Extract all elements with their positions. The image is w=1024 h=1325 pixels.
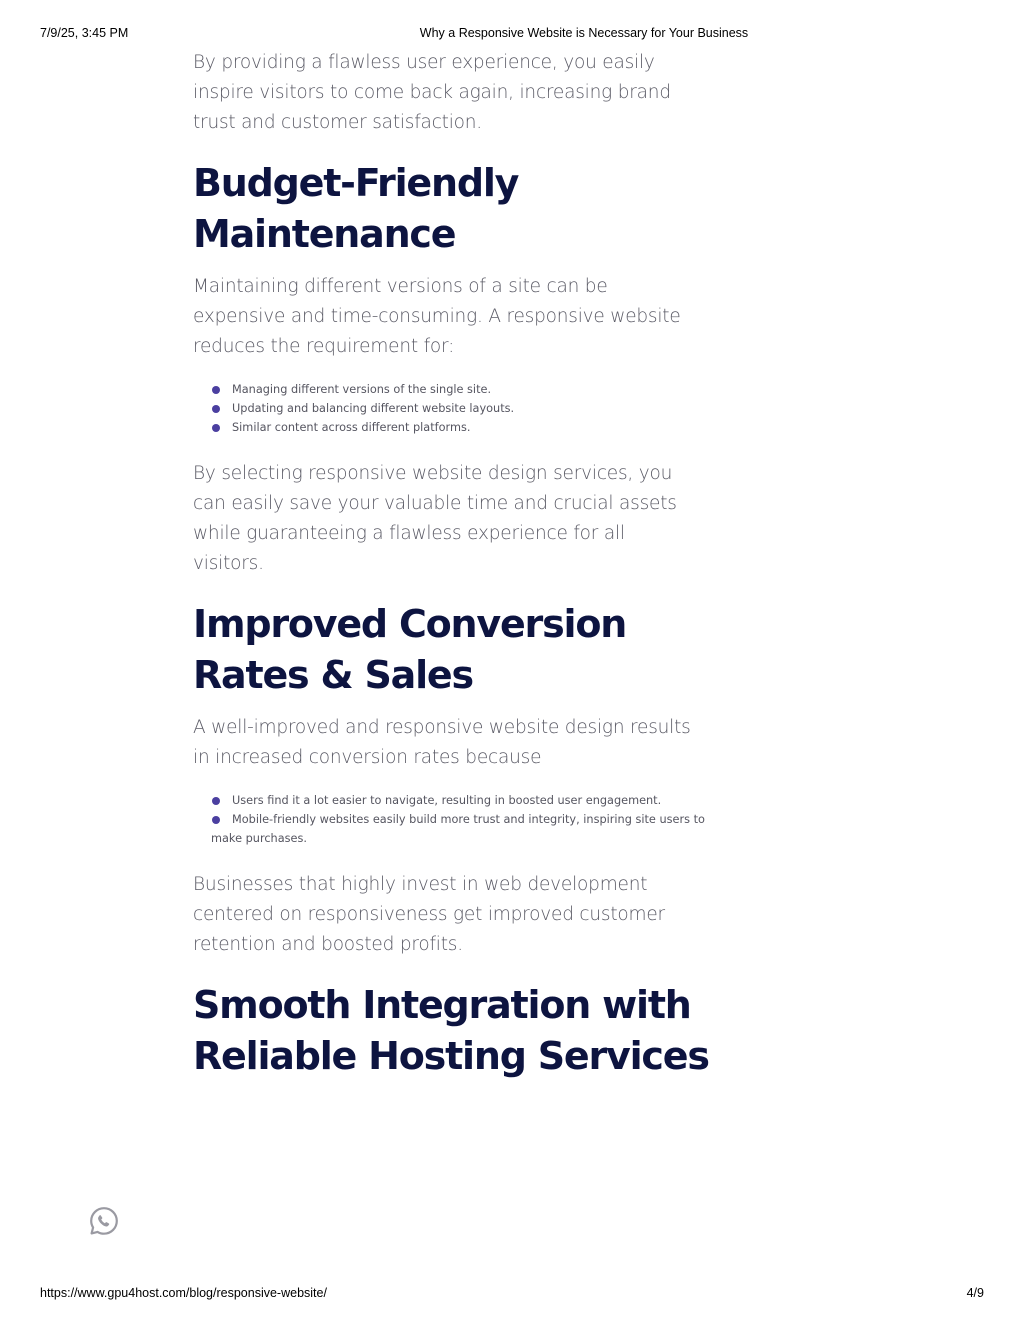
list-item — [211, 418, 711, 437]
text-line: can easily save your valuable time and crucial assets — [193, 493, 677, 514]
text-line: Businesses that highly invest in web development — [193, 874, 648, 895]
list-item-text: Mobile-friendly websites easily build more trust and integrity, inspiring site users to make purchases. — [211, 813, 705, 845]
heading-line: Maintenance — [193, 211, 456, 256]
text-line: inspire visitors to come back again, increasing brand — [193, 82, 671, 103]
budget-paragraph — [193, 272, 713, 362]
heading-line: Improved Conversion — [193, 602, 627, 646]
bullet-dot — [212, 797, 220, 805]
print-header — [0, 26, 1024, 42]
text-line: expensive and time-consuming. A responsive website — [193, 306, 681, 327]
list-item — [211, 810, 711, 848]
text-line: visitors. — [193, 553, 264, 574]
text-line: centered on responsiveness get improved customer — [193, 904, 665, 925]
conversion-paragraph — [193, 713, 713, 773]
print-url: https://www.gpu4host.com/blog/responsive-website/ — [40, 1286, 327, 1300]
conversion-closing-paragraph — [193, 870, 713, 960]
conversion-bullet-list — [193, 791, 711, 848]
list-item — [211, 791, 711, 810]
text-line: in increased conversion rates because — [193, 747, 542, 768]
article-content — [193, 48, 713, 1081]
text-line: By selecting responsive website design services, you — [193, 463, 673, 484]
heading-line: Smooth Integration with — [193, 983, 691, 1027]
bullet-dot — [212, 816, 220, 824]
print-date: 7/9/25, 3:45 PM — [40, 26, 129, 40]
heading-line: Reliable Hosting Services — [193, 1033, 709, 1078]
list-item-text: Updating and balancing different website layouts. — [232, 402, 515, 415]
heading-line: Rates & Sales — [193, 652, 473, 697]
text-line: Maintaining different versions of a site can be — [193, 276, 608, 297]
heading-line: Budget-Friendly — [193, 161, 519, 205]
budget-closing-paragraph — [193, 459, 713, 579]
list-item-text: Similar content across different platforms. — [232, 421, 471, 434]
heading-budget-friendly-maintenance — [193, 158, 713, 259]
bullet-dot — [212, 405, 220, 413]
text-line: while guaranteeing a flawless experience for all — [193, 523, 625, 544]
list-item — [211, 399, 711, 418]
text-line: reduces the requirement for: — [193, 336, 455, 357]
whatsapp-icon[interactable] — [88, 1205, 120, 1237]
print-page-title: Why a Responsive Website is Necessary for Your Business — [419, 26, 749, 40]
heading-smooth-integration-hosting — [193, 980, 713, 1081]
page-number: 4/9 — [966, 1286, 984, 1300]
text-line: trust and customer satisfaction. — [193, 112, 482, 133]
text-line: retention and boosted profits. — [193, 934, 463, 955]
list-item-text: Users find it a lot easier to navigate, resulting in boosted user engagement. — [232, 794, 662, 807]
intro-paragraph — [193, 48, 713, 138]
text-line: A well-improved and responsive website design results — [193, 717, 691, 738]
bullet-dot — [212, 424, 220, 432]
bullet-dot — [212, 386, 220, 394]
budget-bullet-list — [193, 380, 711, 437]
heading-improved-conversion-rates — [193, 599, 713, 700]
print-footer — [0, 1286, 1024, 1302]
text-line: By providing a flawless user experience, you easily — [193, 52, 655, 73]
list-item — [211, 380, 711, 399]
list-item-text: Managing different versions of the single site. — [232, 383, 492, 396]
whatsapp-icon-graphic — [88, 1205, 120, 1237]
